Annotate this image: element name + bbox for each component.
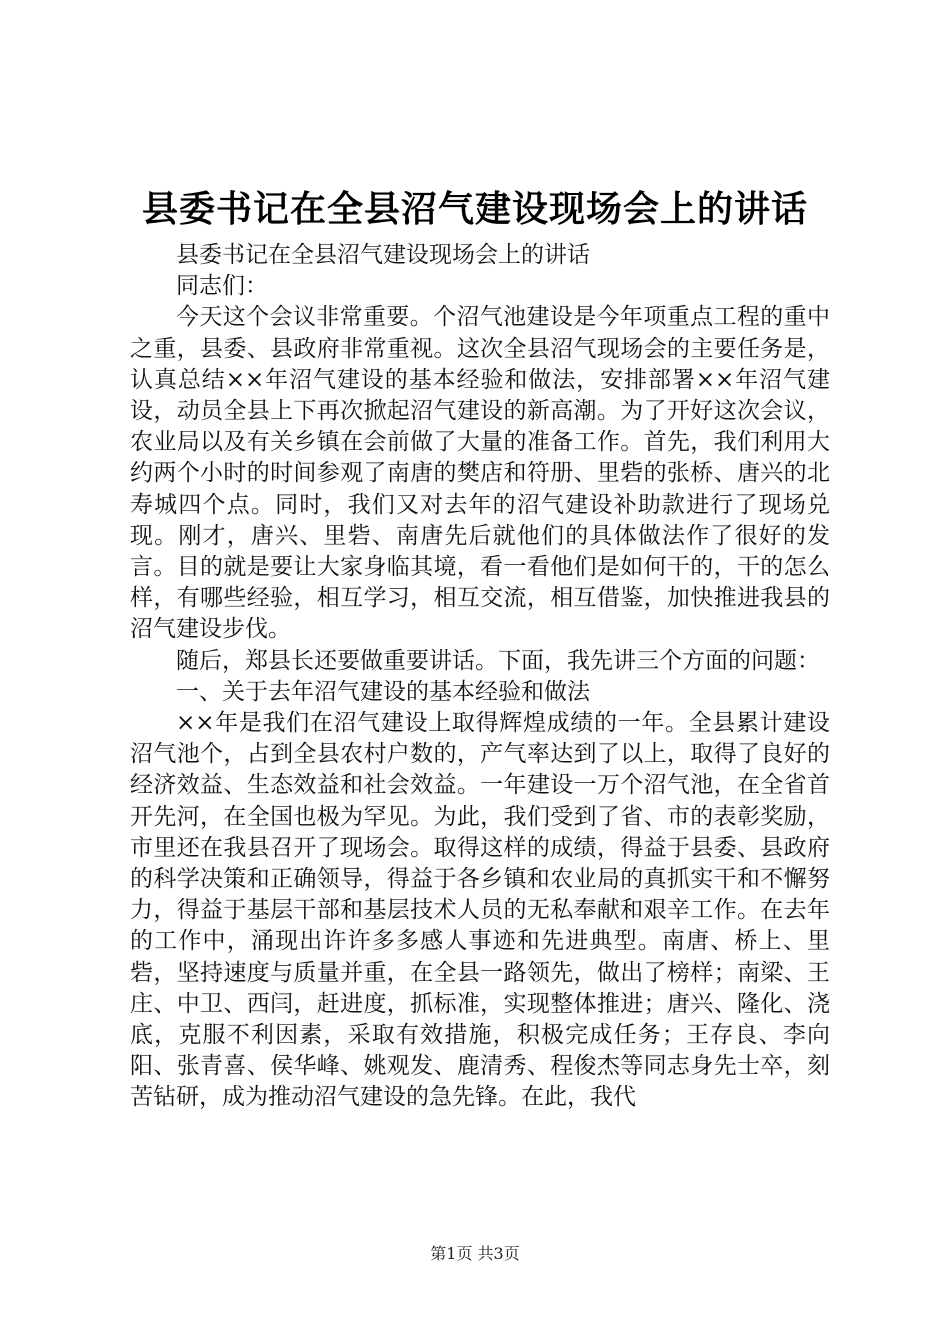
paragraph-achievements: ××年是我们在沼气建设上取得辉煌成绩的一年。全县累计建设沼气池个，占到全县农村户数的，产气率达到了以上，取得了良好的经济效益、生态效益和社会效益。一年建设一万个沼气池，在全省首开先河，在全国也极为罕见。为此，我们受到了省、市的表彰奖励，市里还在我县召开了现场会。取得这样的成绩，得益于县委、县政府的科学决策和正确领导，得益于各乡镇和农业局的真抓实干和不懈努力，得益于基层干部和基层技术人员的无私奉献和艰辛工作。在去年的工作中，涌现出许许多多感人事迹和先进典型。南唐、桥上、里砦，坚持速度与质量并重，在全县一路领先，做出了榜样；南梁、王庄、中卫、西闫，赶进度，抓标准，实现整体推进；唐兴、隆化、浇底，克服不利因素，采取有效措施，积极完成任务；王存良、李向阳、张青喜、侯华峰、姚观发、鹿清秀、程俊杰等同志身先士卒，刻苦钻研，成为推动沼气建设的急先锋。在此，我代: [130, 710, 830, 1111]
paragraph-opening: 今天这个会议非常重要。个沼气池建设是今年项重点工程的重中之重，县委、县政府非常重视。这次全县沼气现场会的主要任务是，认真总结××年沼气建设的基本经验和做法，安排部署××年沼气建设，动员全县上下再次掀起沼气建设的新高潮。为了开好这次会议，农业局以及有关乡镇在会前做了大量的准备工作。首先，我们利用大约两个小时的时间参观了南唐的樊店和符册、里砦的张桥、唐兴的北寿城四个点。同时，我们又对去年的沼气建设补助款进行了现场兑现。刚才，唐兴、里砦、南唐先后就他们的具体做法作了很好的发言。目的就是要让大家身临其境，看一看他们是如何干的，干的怎么样，有哪些经验，相互学习，相互交流，相互借鉴，加快推进我县的沼气建设步伐。: [130, 304, 830, 643]
paragraph-salutation: 同志们：: [176, 273, 268, 300]
document-title: 县委书记在全县沼气建设现场会上的讲话: [141, 188, 808, 230]
paragraph-transition: 随后，郑县长还要做重要讲话。下面，我先讲三个方面的问题：: [176, 647, 820, 674]
section-heading-1: 一、关于去年沼气建设的基本经验和做法: [176, 678, 590, 705]
page-number-footer: 第1页 共3页: [430, 1244, 520, 1263]
paragraph-subtitle: 县委书记在全县沼气建设现场会上的讲话: [176, 242, 590, 268]
document-body: [130, 240, 830, 1114]
